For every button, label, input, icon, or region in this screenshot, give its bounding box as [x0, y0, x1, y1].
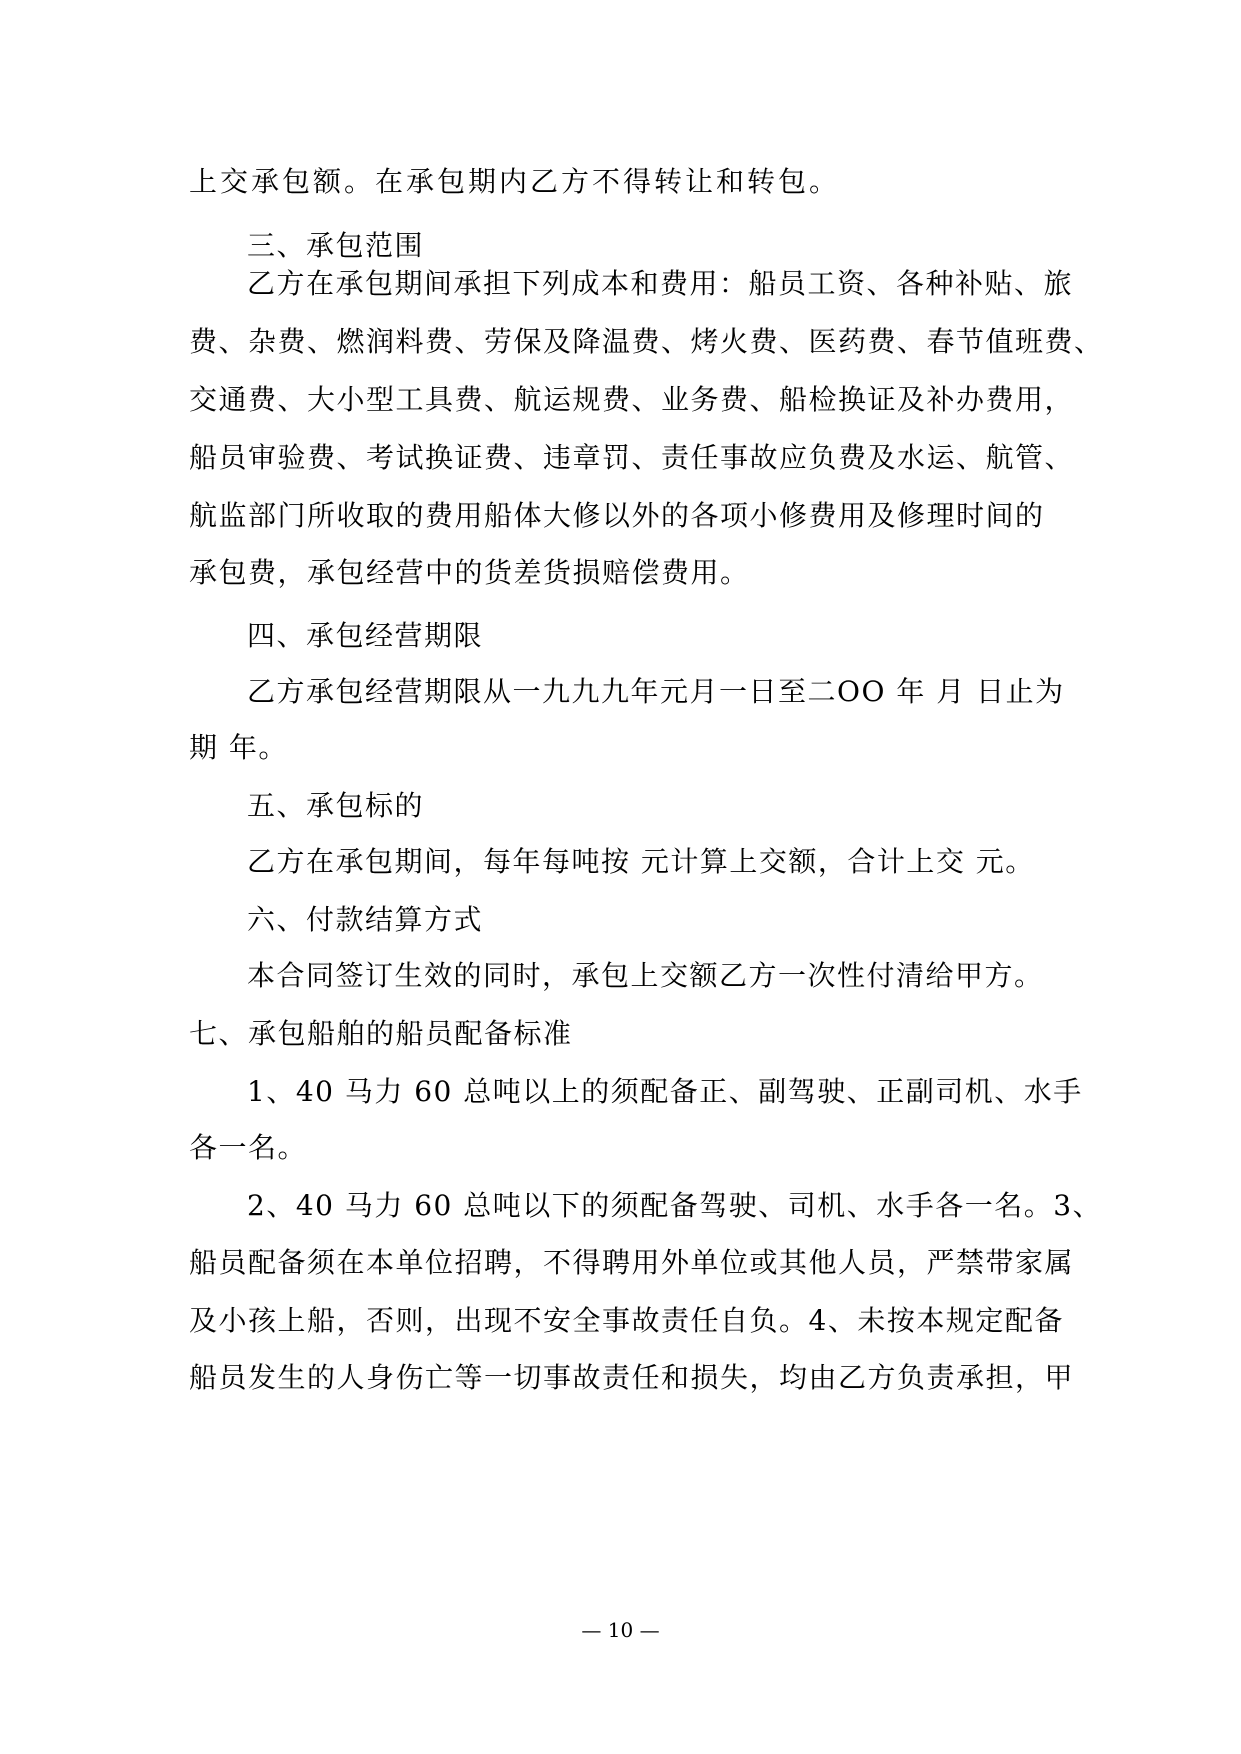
body-text-line: 船员发生的人身伤亡等一切事故责任和损失，均由乙方负责承担，甲	[189, 1361, 1075, 1394]
body-text-line: 乙方在承包期间承担下列成本和费用：船员工资、各种补贴、旅	[247, 267, 1074, 300]
section-heading: 四、承包经营期限	[247, 619, 484, 652]
body-text-line: 乙方承包经营期限从一九九九年元月一日至二OO 年 月 日止为	[247, 675, 1065, 708]
body-text-line: 1、40 马力 60 总吨以上的须配备正、副驾驶、正副司机、水手	[247, 1075, 1083, 1108]
body-text-line: 上交承包额。在承包期内乙方不得转让和转包。	[189, 165, 841, 198]
body-text-line: 航监部门所收取的费用船体大修以外的各项小修费用及修理时间的	[189, 499, 1045, 532]
body-text-line: 船员配备须在本单位招聘，不得聘用外单位或其他人员，严禁带家属	[189, 1246, 1075, 1279]
page-number: — 10 —	[581, 1618, 660, 1642]
body-text-line: 交通费、大小型工具费、航运规费、业务费、船检换证及补办费用，	[189, 383, 1075, 416]
section-heading: 五、承包标的	[247, 789, 425, 822]
body-text-line: 船员审验费、考试换证费、违章罚、责任事故应负费及水运、航管、	[189, 441, 1075, 474]
section-heading: 三、承包范围	[247, 229, 425, 262]
body-text-line: 本合同签订生效的同时，承包上交额乙方一次性付清给甲方。	[247, 959, 1044, 992]
section-heading: 六、付款结算方式	[247, 903, 484, 936]
body-text-line: 及小孩上船，否则，出现不安全事故责任自负。4、未按本规定配备	[189, 1304, 1064, 1337]
body-text-line: 费、杂费、燃润料费、劳保及降温费、烤火费、医药费、春节值班费、	[189, 325, 1104, 358]
body-text-line: 期 年。	[189, 731, 288, 764]
body-text-line: 乙方在承包期间，每年每吨按 元计算上交额，合计上交 元。	[247, 845, 1035, 878]
body-text-line: 承包费，承包经营中的货差货损赔偿费用。	[189, 556, 750, 589]
body-text-line: 2、40 马力 60 总吨以下的须配备驾驶、司机、水手各一名。3、	[247, 1189, 1103, 1222]
section-heading: 七、承包船舶的船员配备标准	[189, 1017, 573, 1050]
body-text-line: 各一名。	[189, 1131, 308, 1164]
